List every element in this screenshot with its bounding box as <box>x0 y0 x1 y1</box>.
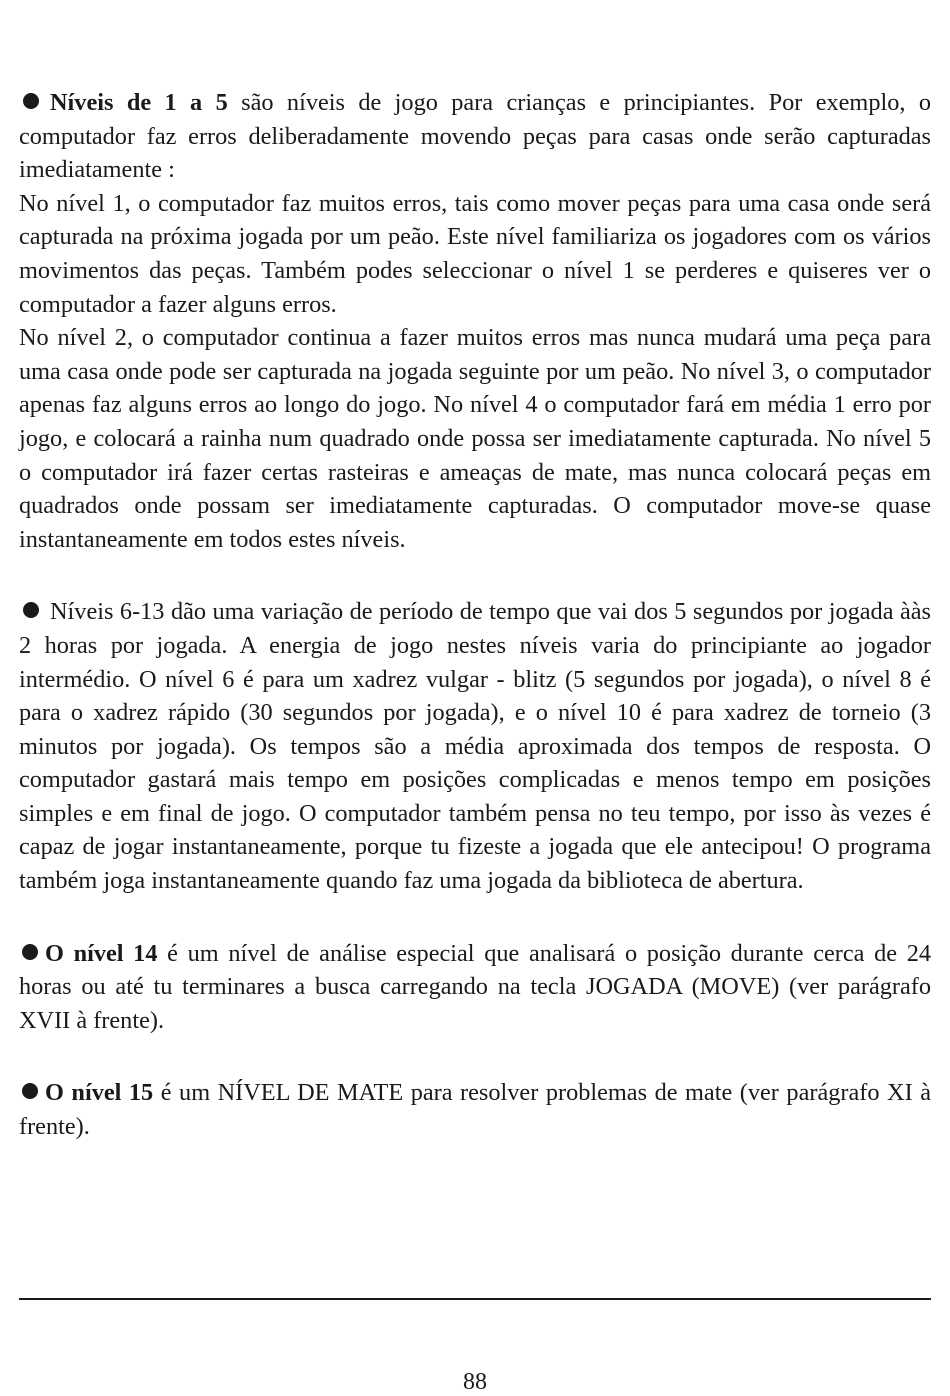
footer-divider <box>19 1298 931 1300</box>
paragraph-levels-6-13 <box>19 595 931 897</box>
page-number: 88 <box>463 1369 487 1395</box>
paragraph-lead: O nível 14 <box>45 939 158 967</box>
paragraph-text: é um NÍVEL DE MATE para resolver problemas de mate (ver parágrafo XI à frente). <box>19 1079 931 1141</box>
document-body <box>19 86 931 1144</box>
paragraph-level-15 <box>19 1076 931 1143</box>
bullet-icon <box>23 602 39 618</box>
paragraph-text: é um nível de análise especial que analisará o posição durante cerca de 24 horas ou até tu terminares a busca carregando na tecla JOGADA (MOVE) (ver parágrafo XVII à frente). <box>19 939 931 1034</box>
paragraph-level-14 <box>19 937 931 1038</box>
bullet-icon <box>23 93 39 109</box>
paragraph-text: são níveis de jogo para crianças e principiantes. Por exemplo, o computador faz erros deliberadamente movendo peças para casas onde serão capturadas imediatamente : <box>19 89 931 184</box>
bullet-icon <box>22 944 38 960</box>
paragraph-lead: Níveis de 1 a 5 <box>50 89 228 116</box>
paragraph-text: No nível 2, o computador continua a fazer muitos erros mas nunca mudará uma peça para uma casa onde pode ser capturada na jogada seguinte por um peão. No nível 3, o computador apenas faz alguns erros ao longo do jogo. No nível 4 o computador fará em média 1 erro por jogo, e colocará a rainha num quadrado onde possa ser imediatamente capturada. No nível 5 o computador irá fazer certas rasteiras e ameaças de mate, mas nunca colocará peças em quadrados onde possam ser imediatamente capturadas. O computador move-se quase instantaneamente em todos estes níveis. <box>19 324 931 553</box>
paragraph-text: Níveis 6-13 dão uma variação de período de tempo que vai dos 5 segundos por jogada ààs 2 horas por jogada. A energia de jogo nestes níveis varia do principiante ao jogador intermédio. O nível 6 é para um xadrez vulgar - blitz (5 segundos por jogada), o nível 8 é para o xadrez rápido (30 segundos por jogada), e o nível 10 é para xadrez de torneio (3 minutos por jogada). Os tempos são a média aproximada dos tempos de resposta. O computador gastará mais tempo em posições complicadas e menos tempo em posições simples e em final de jogo. O computador também pensa no teu tempo, por isso às vezes é capaz de jogar instantaneamente, porque tu fizeste a jogada que ele antecipou! O programa também joga instantaneamente quando faz uma jogada da biblioteca de abertura. <box>19 598 931 895</box>
paragraph-levels-1-5 <box>19 86 931 556</box>
paragraph-lead: O nível 15 <box>45 1079 154 1107</box>
paragraph-text: No nível 1, o computador faz muitos erros, tais como mover peças para uma casa onde será capturada na próxima jogada por um peão. Este nível familiariza os jogadores com os vários movimentos das peças. Também podes seleccionar o nível 1 se perderes e quiseres ver o computador a fazer alguns erros. <box>19 189 931 318</box>
bullet-icon <box>22 1083 38 1099</box>
